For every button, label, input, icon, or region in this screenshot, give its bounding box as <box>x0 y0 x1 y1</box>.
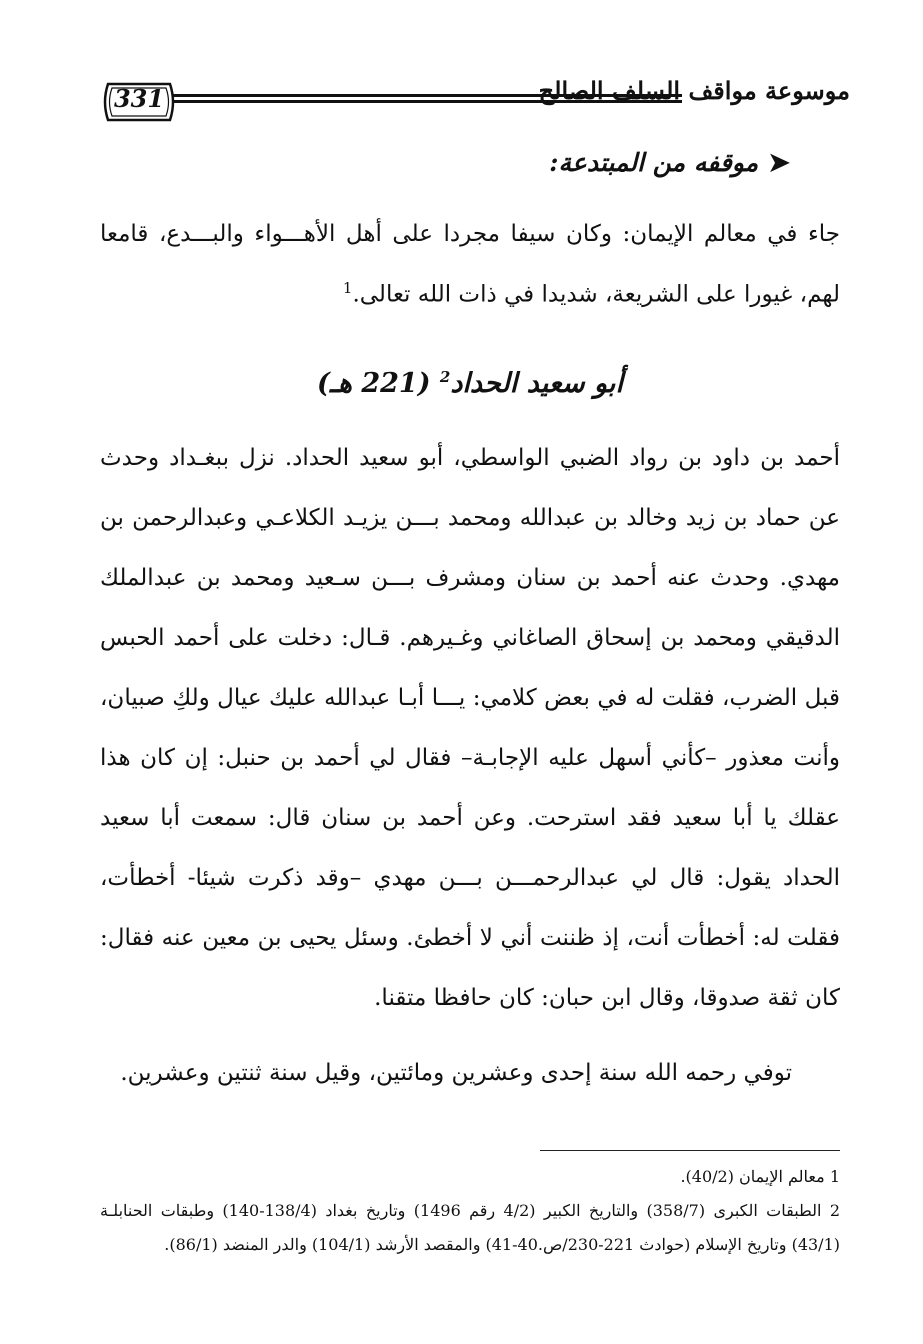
footnote-divider <box>540 1150 840 1151</box>
section-paragraph-text: جاء في معالم الإيمان: وكان سيفا مجردا على أهل الأهـــواء والبـــدع، قامعا لهم، غيورا على الشريعة، شديدا في ذات الله تعالى. <box>100 221 840 308</box>
biography-paragraph-text: أحمد بن داود بن رواد الضبي الواسطي، أبو سعيد الحداد. نزل ببغـداد وحدث عن حماد بن زيد وخالد بن عبدالله ومحمد بـــن يزيـد الكلاعـي وعبدالرحمن بن مهدي. وحدث عنه أحمد بن سنان ومشرف بـــن سـعيد ومحمد بن عبدالملك الدقيقي ومحمد بن إسحاق الصاغاني وغـيرهم. قـال: دخلت على أحمد الحبس قبل الضرب، فقلت له في بعض كلامي: يـــا أبـا عبدالله عليك عيال ولكِ صبيان، وأنت معذور –كأني أسهل عليه الإجابـة– فقال لي أحمد بن حنبل: إن كان هذا عقلك يا أبا سعيد فقد استرحت. وعن أحمد بن سنان قال: سمعت أبا سعيد الحداد يقول: قال لي عبدالرحمـــن بـــن مهدي –وقد ذكرت شيئا- أخطأت، فقلت له: أخطأت أنت، إذ ظننت أني لا أخطئ. وسئل يحيى بن معين عنه فقال: كان ثقة صدوقا، وقال ابن حبان: كان حافظا متقنا. <box>100 445 840 1011</box>
biography-title <box>100 368 840 399</box>
death-paragraph <box>100 1046 840 1100</box>
footnote-ref-2: 2 <box>439 368 451 386</box>
section-paragraph <box>100 207 840 322</box>
section-heading <box>100 148 790 178</box>
page-header <box>100 70 850 130</box>
biography-name: أبو سعيد الحداد <box>450 368 623 399</box>
page-number-badge <box>100 78 178 118</box>
biography-paragraph <box>100 428 840 1028</box>
footnote-2: 2 الطبقات الكبرى (358/7) والتاريخ الكبير (4/2 رقم 1496) وتاريخ بغداد (138/4-140) وطبقات الحنابلـة (43/1) وتاريخ الإسلام (حوادث 221-230/ص.40-41) والمقصد الأرشد (104/1) والدر المنضد (86/1). <box>100 1201 841 1254</box>
section-heading-text: موقفه من المبتدعة: <box>549 148 759 177</box>
series-title: موسوعة مواقف السلف الصالح <box>538 76 850 105</box>
footnotes <box>100 1160 840 1262</box>
footnote-ref-1: 1 <box>342 279 353 297</box>
death-text: توفي رحمه الله سنة إحدى وعشرين ومائتين، وقيل سنة ثنتين وعشرين. <box>120 1060 792 1086</box>
page-number: 331 <box>113 83 165 113</box>
footnote-1: 1 معالم الإيمان (40/2). <box>680 1167 840 1186</box>
biography-date: (221 هـ) <box>317 368 431 399</box>
arrow-left-icon: ➤ <box>768 148 790 178</box>
